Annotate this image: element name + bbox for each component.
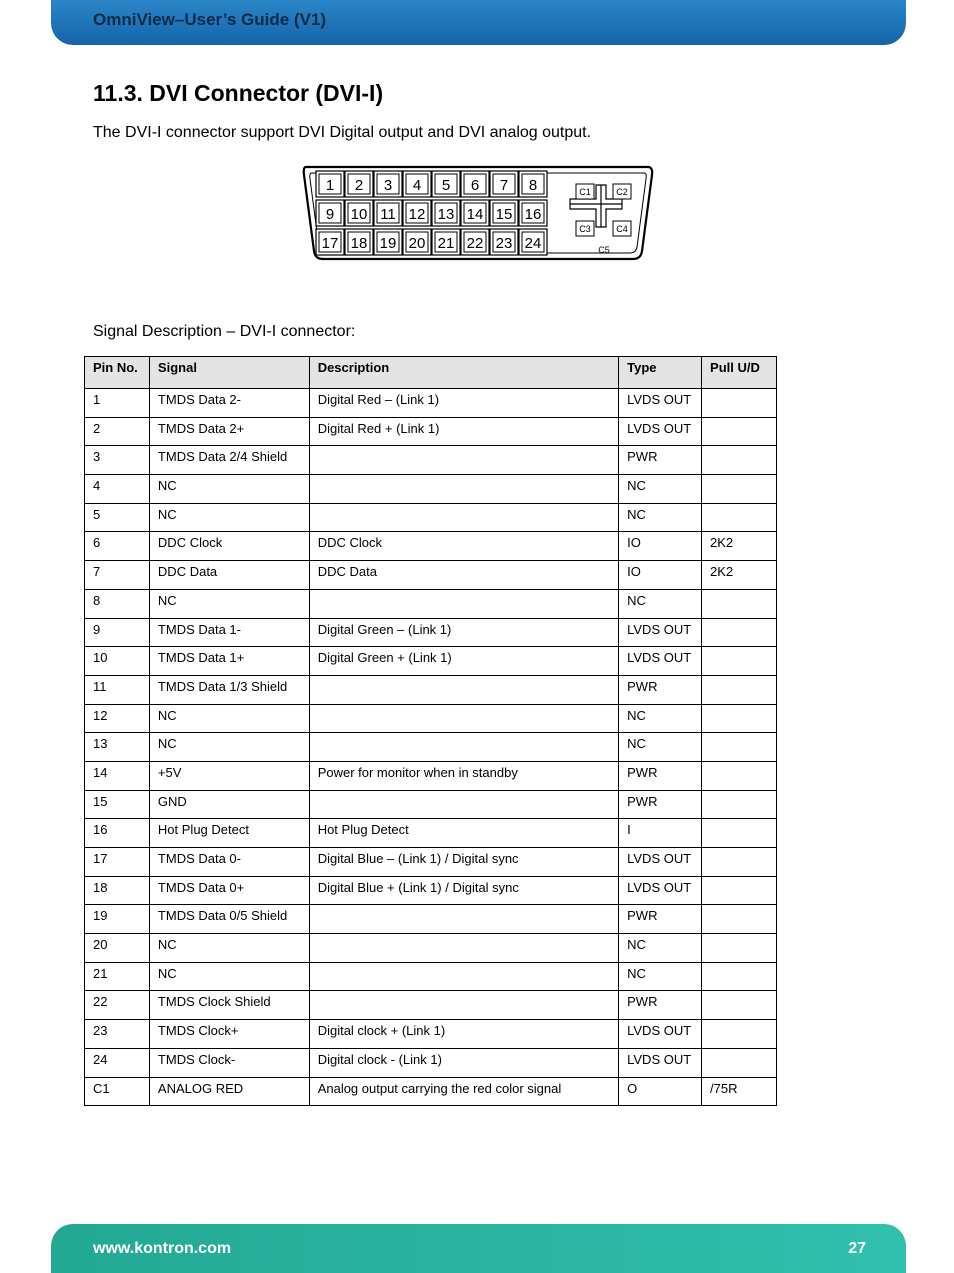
cell-signal: NC bbox=[149, 934, 309, 963]
analog-label: C1 bbox=[579, 187, 591, 197]
cell-type: PWR bbox=[619, 991, 702, 1020]
cell-pull bbox=[702, 790, 777, 819]
cell-type: LVDS OUT bbox=[619, 618, 702, 647]
connector-pin bbox=[316, 171, 344, 197]
cell-signal: TMDS Data 1/3 Shield bbox=[149, 675, 309, 704]
connector-pin bbox=[432, 171, 460, 197]
cell-type: LVDS OUT bbox=[619, 417, 702, 446]
cell-signal: DDC Clock bbox=[149, 532, 309, 561]
connector-pin bbox=[403, 200, 431, 226]
header-description: Description bbox=[309, 357, 618, 389]
cell-description bbox=[309, 446, 618, 475]
cell-pull bbox=[702, 905, 777, 934]
cell-pull bbox=[702, 647, 777, 676]
table-row bbox=[85, 446, 777, 475]
pin-label: 1 bbox=[325, 177, 335, 194]
cell-signal: ANALOG RED bbox=[149, 1077, 309, 1106]
cell-signal: TMDS Clock Shield bbox=[149, 991, 309, 1020]
pin-label: 23 bbox=[495, 235, 513, 252]
table-row bbox=[85, 675, 777, 704]
cell-pin: 16 bbox=[85, 819, 150, 848]
cell-pull bbox=[702, 503, 777, 532]
cell-signal: TMDS Data 1+ bbox=[149, 647, 309, 676]
cell-pin: 2 bbox=[85, 417, 150, 446]
table-row bbox=[85, 934, 777, 963]
cell-pull bbox=[702, 475, 777, 504]
cell-signal: NC bbox=[149, 503, 309, 532]
analog-contact bbox=[598, 245, 610, 255]
cell-type: I bbox=[619, 819, 702, 848]
pin-label: 8 bbox=[528, 177, 538, 194]
pin-label: 5 bbox=[441, 177, 451, 194]
cell-type: NC bbox=[619, 962, 702, 991]
cell-description: Hot Plug Detect bbox=[309, 819, 618, 848]
cell-pin: 21 bbox=[85, 962, 150, 991]
cell-pull bbox=[702, 934, 777, 963]
connector-pin bbox=[403, 229, 431, 255]
table-row bbox=[85, 991, 777, 1020]
connector-pin bbox=[345, 229, 373, 255]
pin-label: 9 bbox=[325, 206, 335, 223]
table-row bbox=[85, 389, 777, 418]
cell-description: Digital clock + (Link 1) bbox=[309, 1020, 618, 1049]
cell-type: NC bbox=[619, 934, 702, 963]
cell-type: PWR bbox=[619, 790, 702, 819]
analog-label: C2 bbox=[616, 187, 628, 197]
cell-type: PWR bbox=[619, 905, 702, 934]
pin-label: 7 bbox=[499, 177, 509, 194]
table-row bbox=[85, 618, 777, 647]
header-signal: Signal bbox=[149, 357, 309, 389]
cell-pin: 10 bbox=[85, 647, 150, 676]
table-row bbox=[85, 589, 777, 618]
cell-description bbox=[309, 733, 618, 762]
cell-signal: TMDS Data 0+ bbox=[149, 876, 309, 905]
cell-description: DDC Data bbox=[309, 561, 618, 590]
cell-description bbox=[309, 704, 618, 733]
cell-pull bbox=[702, 991, 777, 1020]
cell-pull bbox=[702, 1020, 777, 1049]
table-row bbox=[85, 962, 777, 991]
document-title: OmniView–User’s Guide (V1) bbox=[93, 10, 327, 29]
table-row bbox=[85, 647, 777, 676]
cell-pin: 15 bbox=[85, 790, 150, 819]
table-row bbox=[85, 848, 777, 877]
connector-pin bbox=[490, 171, 518, 197]
pin-label: 18 bbox=[350, 235, 368, 252]
connector-pin bbox=[374, 200, 402, 226]
cell-pin: 18 bbox=[85, 876, 150, 905]
pin-label: 19 bbox=[379, 235, 397, 252]
cell-pull bbox=[702, 819, 777, 848]
cell-signal: TMDS Data 2/4 Shield bbox=[149, 446, 309, 475]
cell-signal: NC bbox=[149, 733, 309, 762]
connector-pin bbox=[461, 171, 489, 197]
connector-pin bbox=[374, 171, 402, 197]
cell-description: Digital Blue + (Link 1) / Digital sync bbox=[309, 876, 618, 905]
cell-pull bbox=[702, 1048, 777, 1077]
cell-signal: GND bbox=[149, 790, 309, 819]
table-row bbox=[85, 790, 777, 819]
cell-pin: 3 bbox=[85, 446, 150, 475]
analog-contact bbox=[576, 184, 594, 199]
pin-label: 20 bbox=[408, 235, 426, 252]
cell-description bbox=[309, 790, 618, 819]
table-row bbox=[85, 475, 777, 504]
page-number: 27 bbox=[848, 1240, 866, 1257]
cell-pull bbox=[702, 618, 777, 647]
table-row bbox=[85, 905, 777, 934]
connector-pin bbox=[316, 200, 344, 226]
cell-pin: 24 bbox=[85, 1048, 150, 1077]
cell-signal: NC bbox=[149, 704, 309, 733]
connector-pin bbox=[519, 171, 547, 197]
pin-label: 6 bbox=[470, 177, 480, 194]
cell-pin: 7 bbox=[85, 561, 150, 590]
pin-label: 4 bbox=[412, 177, 422, 194]
cell-pin: 12 bbox=[85, 704, 150, 733]
cell-pin: C1 bbox=[85, 1077, 150, 1106]
connector-pin bbox=[432, 229, 460, 255]
cell-pull bbox=[702, 446, 777, 475]
cell-description: Power for monitor when in standby bbox=[309, 761, 618, 790]
pin-label: 11 bbox=[380, 206, 396, 223]
table-row bbox=[85, 532, 777, 561]
cell-pin: 17 bbox=[85, 848, 150, 877]
cell-signal: TMDS Data 0/5 Shield bbox=[149, 905, 309, 934]
cell-signal: DDC Data bbox=[149, 561, 309, 590]
pin-label: 22 bbox=[466, 235, 484, 252]
cell-pull bbox=[702, 761, 777, 790]
pin-label: 24 bbox=[524, 235, 542, 252]
cell-description: Analog output carrying the red color signal bbox=[309, 1077, 618, 1106]
cell-description bbox=[309, 589, 618, 618]
cell-pin: 8 bbox=[85, 589, 150, 618]
table-row bbox=[85, 1048, 777, 1077]
cell-pull bbox=[702, 417, 777, 446]
table-row bbox=[85, 761, 777, 790]
cell-signal: NC bbox=[149, 962, 309, 991]
header-pull: Pull U/D bbox=[702, 357, 777, 389]
cell-type: NC bbox=[619, 475, 702, 504]
cell-pin: 20 bbox=[85, 934, 150, 963]
cell-pin: 22 bbox=[85, 991, 150, 1020]
footer-url[interactable]: www.kontron.com bbox=[93, 1240, 232, 1257]
cell-pin: 13 bbox=[85, 733, 150, 762]
table-row bbox=[85, 503, 777, 532]
cell-pull bbox=[702, 848, 777, 877]
cell-description: Digital Green + (Link 1) bbox=[309, 647, 618, 676]
cell-description bbox=[309, 905, 618, 934]
cell-pin: 11 bbox=[85, 675, 150, 704]
header-type: Type bbox=[619, 357, 702, 389]
pin-label: 16 bbox=[524, 206, 542, 223]
cell-pull bbox=[702, 704, 777, 733]
cell-type: PWR bbox=[619, 761, 702, 790]
table-row bbox=[85, 417, 777, 446]
cell-pin: 19 bbox=[85, 905, 150, 934]
cell-type: PWR bbox=[619, 446, 702, 475]
page-footer bbox=[51, 1224, 906, 1273]
section-title: 11.3. DVI Connector (DVI-I) bbox=[93, 80, 384, 106]
signal-table bbox=[84, 356, 777, 1106]
cell-type: PWR bbox=[619, 675, 702, 704]
intro-text: The DVI-I connector support DVI Digital output and DVI analog output. bbox=[93, 124, 592, 141]
cell-signal: Hot Plug Detect bbox=[149, 819, 309, 848]
connector-pin bbox=[519, 200, 547, 226]
cell-signal: NC bbox=[149, 475, 309, 504]
cell-type: LVDS OUT bbox=[619, 876, 702, 905]
pin-label: 14 bbox=[466, 206, 484, 223]
pin-label: 10 bbox=[350, 206, 368, 223]
analog-label: C5 bbox=[598, 245, 610, 255]
cell-type: LVDS OUT bbox=[619, 1020, 702, 1049]
connector-pin bbox=[432, 200, 460, 226]
pin-label: 2 bbox=[354, 177, 364, 194]
table-header-row bbox=[85, 357, 777, 389]
connector-pin bbox=[374, 229, 402, 255]
table-caption: Signal Description – DVI-I connector: bbox=[93, 323, 356, 340]
cell-description bbox=[309, 962, 618, 991]
cell-type: LVDS OUT bbox=[619, 1048, 702, 1077]
connector-pin bbox=[490, 229, 518, 255]
cell-type: NC bbox=[619, 733, 702, 762]
table-row bbox=[85, 1020, 777, 1049]
connector-pin bbox=[461, 229, 489, 255]
cell-signal: TMDS Clock- bbox=[149, 1048, 309, 1077]
cell-description bbox=[309, 991, 618, 1020]
cell-signal: +5V bbox=[149, 761, 309, 790]
cell-description: Digital Red + (Link 1) bbox=[309, 417, 618, 446]
cell-signal: NC bbox=[149, 589, 309, 618]
connector-pin bbox=[345, 200, 373, 226]
cell-signal: TMDS Data 2+ bbox=[149, 417, 309, 446]
analog-label: C3 bbox=[579, 224, 591, 234]
cell-pull bbox=[702, 876, 777, 905]
pin-label: 17 bbox=[321, 235, 339, 252]
cell-description: Digital clock - (Link 1) bbox=[309, 1048, 618, 1077]
table-row bbox=[85, 876, 777, 905]
cell-type: NC bbox=[619, 704, 702, 733]
connector-pin bbox=[345, 171, 373, 197]
connector-pin bbox=[490, 200, 518, 226]
pin-label: 13 bbox=[437, 206, 455, 223]
table-row bbox=[85, 561, 777, 590]
cell-signal: TMDS Clock+ bbox=[149, 1020, 309, 1049]
cell-pull bbox=[702, 675, 777, 704]
cell-pull: 2K2 bbox=[702, 561, 777, 590]
connector-pin bbox=[461, 200, 489, 226]
table-row bbox=[85, 819, 777, 848]
cell-type: IO bbox=[619, 532, 702, 561]
header-pin: Pin No. bbox=[85, 357, 150, 389]
cell-description bbox=[309, 475, 618, 504]
cell-signal: TMDS Data 0- bbox=[149, 848, 309, 877]
cell-pull bbox=[702, 733, 777, 762]
cell-description: Digital Blue – (Link 1) / Digital sync bbox=[309, 848, 618, 877]
cell-type: NC bbox=[619, 589, 702, 618]
analog-contact bbox=[613, 184, 631, 199]
connector-pin bbox=[519, 229, 547, 255]
table-row bbox=[85, 733, 777, 762]
cell-pin: 4 bbox=[85, 475, 150, 504]
cell-pin: 5 bbox=[85, 503, 150, 532]
analog-label: C4 bbox=[616, 224, 628, 234]
cell-signal: TMDS Data 2- bbox=[149, 389, 309, 418]
analog-contact bbox=[576, 221, 594, 236]
table-row bbox=[85, 1077, 777, 1106]
cell-pull bbox=[702, 589, 777, 618]
cell-signal: TMDS Data 1- bbox=[149, 618, 309, 647]
connector-pin bbox=[316, 229, 344, 255]
pin-label: 21 bbox=[437, 235, 455, 252]
cell-type: LVDS OUT bbox=[619, 848, 702, 877]
cell-pin: 1 bbox=[85, 389, 150, 418]
table-row bbox=[85, 704, 777, 733]
cell-type: O bbox=[619, 1077, 702, 1106]
cell-type: LVDS OUT bbox=[619, 647, 702, 676]
cell-description bbox=[309, 675, 618, 704]
cell-pull: /75R bbox=[702, 1077, 777, 1106]
cell-description bbox=[309, 503, 618, 532]
cell-pin: 23 bbox=[85, 1020, 150, 1049]
cell-type: IO bbox=[619, 561, 702, 590]
pin-label: 3 bbox=[383, 177, 393, 194]
cell-pull bbox=[702, 962, 777, 991]
cell-pull bbox=[702, 389, 777, 418]
cell-pin: 9 bbox=[85, 618, 150, 647]
analog-contact bbox=[613, 221, 631, 236]
cell-description: Digital Green – (Link 1) bbox=[309, 618, 618, 647]
cell-pull: 2K2 bbox=[702, 532, 777, 561]
cell-pin: 14 bbox=[85, 761, 150, 790]
pin-label: 15 bbox=[495, 206, 513, 223]
page-header bbox=[51, 0, 906, 45]
cell-pin: 6 bbox=[85, 532, 150, 561]
cell-type: LVDS OUT bbox=[619, 389, 702, 418]
pin-label: 12 bbox=[408, 206, 426, 223]
cell-description bbox=[309, 934, 618, 963]
cell-description: DDC Clock bbox=[309, 532, 618, 561]
dvi-connector-diagram bbox=[300, 161, 656, 265]
cell-type: NC bbox=[619, 503, 702, 532]
connector-pin bbox=[403, 171, 431, 197]
cell-description: Digital Red – (Link 1) bbox=[309, 389, 618, 418]
